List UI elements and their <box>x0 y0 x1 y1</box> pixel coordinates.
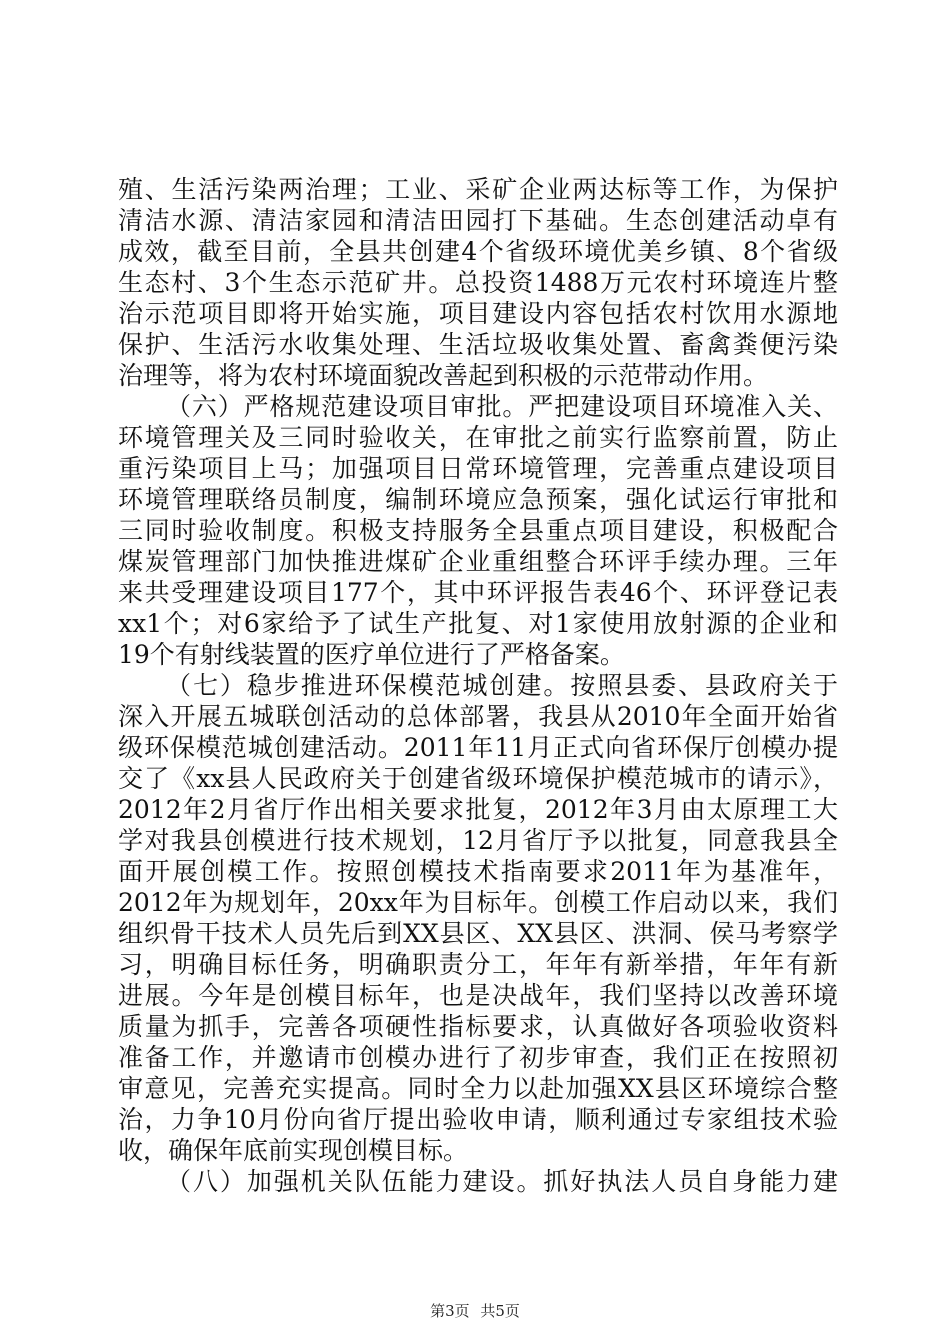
section-heading-line: （八）加强机关队伍能力建设。抓好执法人员自身能力建 <box>166 1167 838 1196</box>
text-line: 深入开展五城联创活动的总体部署，我县从2010年全面开始省 <box>118 702 838 731</box>
text-line: 学对我县创模进行技术规划，12月省厅予以批复，同意我县全 <box>118 826 838 855</box>
text-line: 重污染项目上马；加强项目日常环境管理，完善重点建设项目 <box>118 454 838 483</box>
text-line: 治，力争10月份向省厅提出验收申请，顺利通过专家组技术验 <box>118 1105 838 1134</box>
text-line: 质量为抓手，完善各项硬性指标要求，认真做好各项验收资料 <box>118 1012 838 1041</box>
text-line: 煤炭管理部门加快推进煤矿企业重组整合环评手续办理。三年 <box>118 547 838 576</box>
text-line: 清洁水源、清洁家园和清洁田园打下基础。生态创建活动卓有 <box>118 206 838 235</box>
page-footer <box>0 1300 950 1321</box>
text-line: 保护、生活污水收集处理、生活垃圾收集处置、畜禽粪便污染 <box>118 330 838 359</box>
text-line: 殖、生活污染两治理；工业、采矿企业两达标等工作，为保护 <box>118 175 838 204</box>
body-text <box>118 174 838 1197</box>
text-line: 进展。今年是创模目标年，也是决战年，我们坚持以改善环境 <box>118 981 838 1010</box>
text-line: 环境管理联络员制度，编制环境应急预案，强化试运行审批和 <box>118 485 838 514</box>
text-line: 治示范项目即将开始实施，项目建设内容包括农村饮用水源地 <box>118 299 838 328</box>
section-heading-line: （七）稳步推进环保模范城创建。按照县委、县政府关于 <box>166 671 838 700</box>
text-line: 审意见，完善充实提高。同时全力以赴加强XX县区环境综合整 <box>118 1074 838 1103</box>
text-line: 2012年2月省厅作出相关要求批复，2012年3月由太原理工大 <box>118 795 838 824</box>
text-line: 环境管理关及三同时验收关，在审批之前实行监察前置，防止 <box>118 423 838 452</box>
text-line: 三同时验收制度。积极支持服务全县重点项目建设，积极配合 <box>118 516 838 545</box>
text-line: 2012年为规划年，20xx年为目标年。创模工作启动以来，我们 <box>118 888 838 917</box>
text-line: 收，确保年底前实现创模目标。 <box>118 1136 469 1165</box>
text-line: 19个有射线装置的医疗单位进行了严格备案。 <box>118 640 625 669</box>
text-line: 成效，截至目前，全县共创建4个省级环境优美乡镇、8个省级 <box>118 237 838 266</box>
text-line: 级环保模范城创建活动。2011年11月正式向省环保厅创模办提 <box>118 733 838 762</box>
text-line: 治理等，将为农村环境面貌改善起到积极的示范带动作用。 <box>118 361 769 390</box>
text-line: 来共受理建设项目177个，其中环评报告表46个、环评登记表 <box>118 578 838 607</box>
page-total: 共5页 <box>480 1302 520 1320</box>
text-line: 面开展创模工作。按照创模技术指南要求2011年为基准年， <box>118 857 838 886</box>
text-line: 生态村、3个生态示范矿井。总投资1488万元农村环境连片整 <box>118 268 838 297</box>
text-line: 组织骨干技术人员先后到XX县区、XX县区、洪洞、侯马考察学 <box>118 919 838 948</box>
page-number: 第3页 <box>430 1302 470 1320</box>
text-line: 准备工作，并邀请市创模办进行了初步审查，我们正在按照初 <box>118 1043 838 1072</box>
text-line: 交了《xx县人民政府关于创建省级环境保护模范城市的请示》， <box>118 764 838 793</box>
text-line: 习，明确目标任务，明确职责分工，年年有新举措，年年有新 <box>118 950 838 979</box>
section-heading-line: （六）严格规范建设项目审批。严把建设项目环境准入关、 <box>166 392 838 421</box>
text-line: xx1个；对6家给予了试生产批复、对1家使用放射源的企业和 <box>118 609 838 638</box>
